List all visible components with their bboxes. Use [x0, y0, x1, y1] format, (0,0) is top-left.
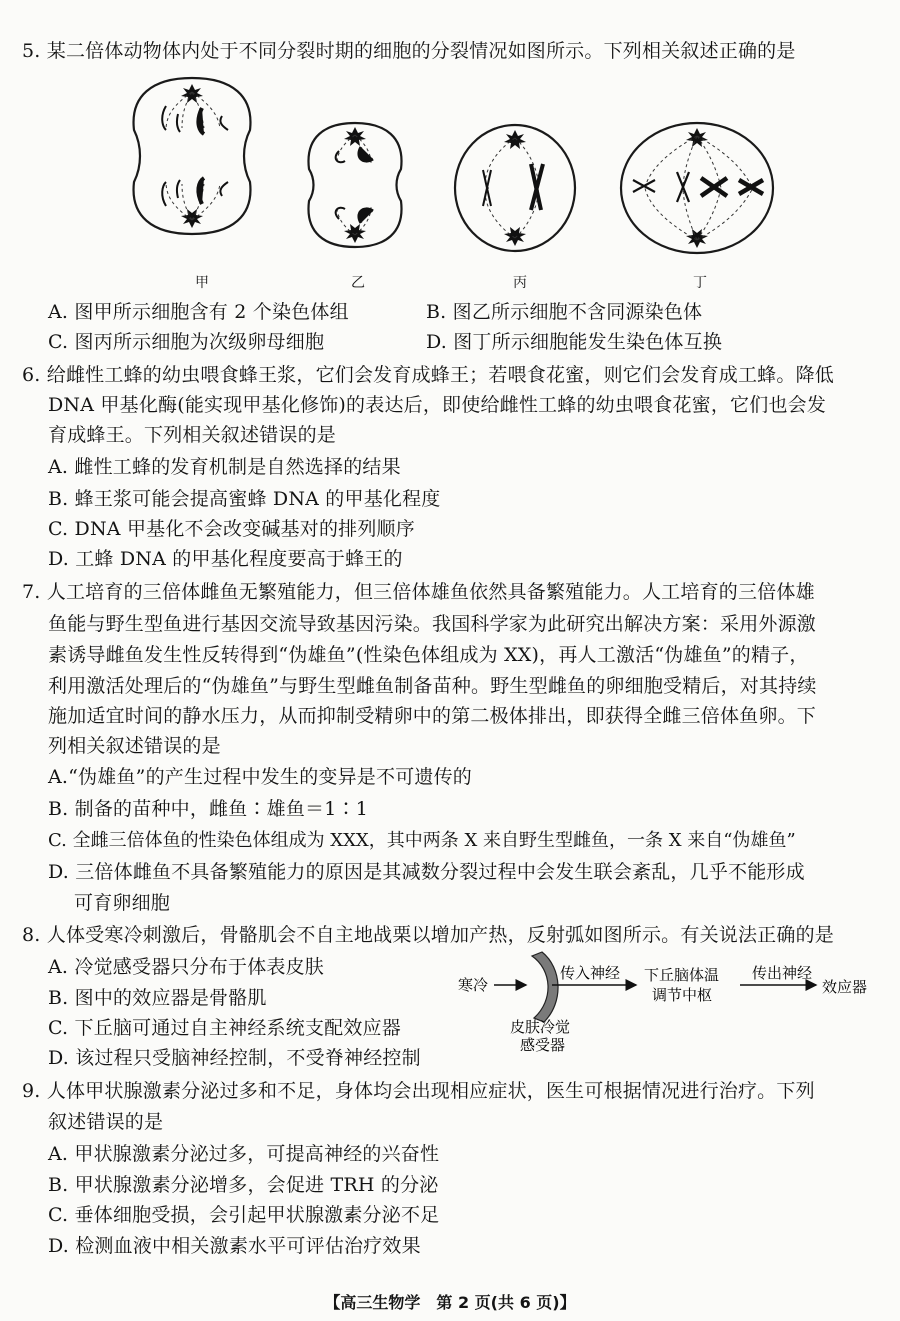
- q8-option-d: D. 该过程只受脑神经控制，不受脊神经控制: [48, 1047, 421, 1069]
- cell-bing: [455, 125, 575, 251]
- q8-option-a: A. 冷觉感受器只分布于体表皮肤: [48, 956, 325, 978]
- q7-option-d-cont: 可育卵细胞: [74, 892, 171, 914]
- q7-option-d: D. 三倍体雌鱼不具备繁殖能力的原因是其减数分裂过程中会发生联会紊乱，几乎不能形成: [48, 861, 805, 883]
- q7-option-c: C. 全雌三倍体鱼的性染色体组成为 XXX，其中两条 X 来自野生型雌鱼，一条 X 来自“伪雄鱼”: [48, 830, 796, 851]
- label-yi: 乙: [351, 275, 365, 291]
- q9-option-d: D. 检测血液中相关激素水平可评估治疗效果: [48, 1235, 421, 1257]
- q5-option-d: D. 图丁所示细胞能发生染色体互换: [426, 331, 723, 353]
- q6-option-c: C. DNA 甲基化不会改变碱基对的排列顺序: [48, 518, 415, 540]
- q7-stem-line-4: 利用激活处理后的“伪雄鱼”与野生型雌鱼制备苗种。野生型雌鱼的卵细胞受精后，对其持续: [48, 675, 817, 697]
- cell-yi: [308, 123, 401, 247]
- cell-jia: [134, 78, 251, 234]
- q7-stem-line-6: 列相关叙述错误的是: [48, 735, 221, 757]
- effector-label: 效应器: [822, 978, 868, 996]
- label-bing: 丙: [513, 275, 527, 291]
- label-ding: 丁: [693, 275, 707, 291]
- q6-option-b: B. 蜂王浆可能会提高蜜蜂 DNA 的甲基化程度: [48, 488, 441, 510]
- q9-option-c: C. 垂体细胞受损，会引起甲状腺激素分泌不足: [48, 1204, 440, 1226]
- q9-option-b: B. 甲状腺激素分泌增多，会促进 TRH 的分泌: [48, 1174, 439, 1196]
- q8-option-b: B. 图中的效应器是骨骼肌: [48, 987, 267, 1009]
- cell-ding: [621, 123, 773, 253]
- cell-division-figure: [0, 60, 900, 260]
- skin-receptor-shape: [532, 952, 558, 1022]
- center-label-2: 调节中枢: [652, 986, 713, 1004]
- q7-option-a: A.“伪雄鱼”的产生过程中发生的变异是不可遗传的: [48, 766, 472, 788]
- receptor-label-2: 感受器: [520, 1036, 566, 1054]
- reflex-arc-diagram: [440, 948, 890, 1058]
- q6-stem-line-2: DNA 甲基化酶(能实现甲基化修饰)的表达后，即使给雌性工蜂的幼虫喂食花蜜，它们也会发: [48, 394, 827, 416]
- afferent-label: 传入神经: [560, 964, 621, 982]
- center-label-1: 下丘脑体温: [644, 966, 720, 984]
- cold-label: 寒冷: [458, 976, 489, 994]
- q7-stem-line-1: 7. 人工培育的三倍体雌鱼无繁殖能力，但三倍体雄鱼依然具备繁殖能力。人工培育的三倍体雄: [22, 581, 815, 603]
- q7-stem-line-3: 素诱导雌鱼发生性反转得到“伪雄鱼”(性染色体组成为 XX)，再人工激活“伪雄鱼”的精子，: [48, 644, 809, 666]
- q5-option-a: A. 图甲所示细胞含有 2 个染色体组: [48, 301, 349, 323]
- q8-option-c: C. 下丘脑可通过自主神经系统支配效应器: [48, 1017, 401, 1039]
- q6-stem-line-1: 6. 给雌性工蜂的幼虫喂食蜂王浆，它们会发育成蜂王；若喂食花蜜，则它们会发育成工蜂。降低: [22, 364, 834, 386]
- q7-stem-line-5: 施加适宜时间的静水压力，从而抑制受精卵中的第二极体排出，即获得全雌三倍体鱼卵。下: [48, 705, 817, 727]
- q5-option-b: B. 图乙所示细胞不含同源染色体: [426, 301, 703, 323]
- label-jia: 甲: [195, 275, 209, 291]
- efferent-label: 传出神经: [752, 964, 813, 982]
- q9-stem-line-2: 叙述错误的是: [48, 1111, 164, 1133]
- q6-option-d: D. 工蜂 DNA 的甲基化程度要高于蜂王的: [48, 548, 403, 570]
- q6-option-a: A. 雌性工蜂的发育机制是自然选择的结果: [48, 456, 401, 478]
- q5-stem: 5. 某二倍体动物体内处于不同分裂时期的细胞的分裂情况如图所示。下列相关叙述正确的是: [22, 40, 796, 62]
- q9-option-a: A. 甲状腺激素分泌过多，可提高神经的兴奋性: [48, 1143, 440, 1165]
- q9-stem-line-1: 9. 人体甲状腺激素分泌过多和不足，身体均会出现相应症状，医生可根据情况进行治疗。下列: [22, 1080, 815, 1102]
- q8-stem: 8. 人体受寒冷刺激后，骨骼肌会不自主地战栗以增加产热，反射弧如图所示。有关说法正确的是: [22, 924, 834, 946]
- page-footer: 【高三生物学 第 2 页(共 6 页)】: [324, 1293, 576, 1312]
- q7-stem-line-2: 鱼能与野生型鱼进行基因交流导致基因污染。我国科学家为此研究出解决方案：采用外源激: [48, 613, 817, 635]
- q5-option-c: C. 图丙所示细胞为次级卵母细胞: [48, 331, 325, 353]
- receptor-label-1: 皮肤冷觉: [510, 1018, 571, 1036]
- q7-option-b: B. 制备的苗种中，雌鱼∶雄鱼＝1∶1: [48, 798, 369, 820]
- q6-stem-line-3: 育成蜂王。下列相关叙述错误的是: [48, 424, 337, 446]
